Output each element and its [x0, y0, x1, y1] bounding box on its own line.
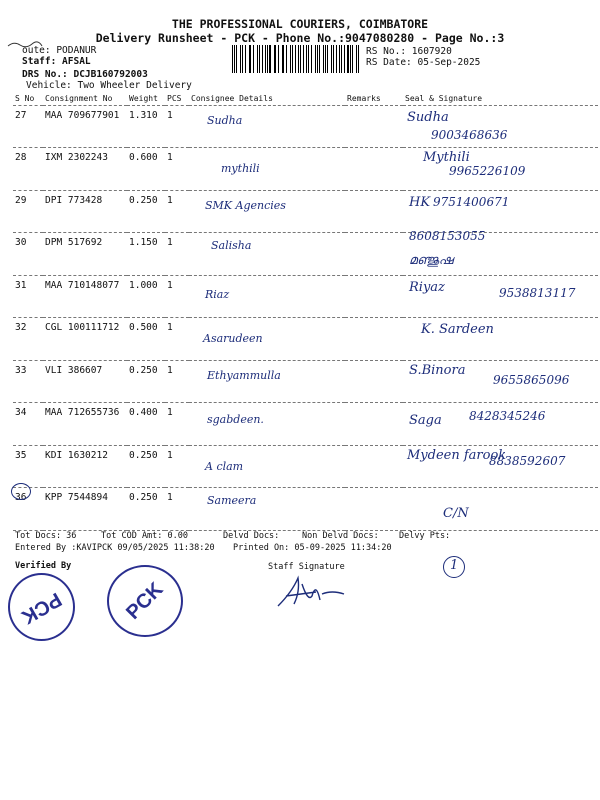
phone-handwritten: 9655865096	[493, 372, 570, 387]
signature-handwritten: Mydeen farook	[407, 447, 507, 463]
staff-signature-scrawl	[272, 572, 352, 612]
signature-handwritten: S.Binora	[409, 362, 466, 378]
barcode-bar	[265, 45, 266, 73]
row-consignment-no: DPM 517692	[43, 233, 127, 276]
row-remarks	[345, 148, 403, 191]
row-pcs: 1	[165, 403, 189, 446]
row-seal-signature	[403, 445, 598, 488]
row-sno: 33	[13, 360, 43, 403]
barcode-bar	[283, 45, 284, 73]
barcode-bar	[319, 45, 320, 73]
row-consignee-details	[189, 445, 345, 488]
row-seal-signature	[403, 403, 598, 446]
barcode	[232, 45, 360, 73]
phone-handwritten: 8428345246	[469, 409, 546, 423]
delivered-docs: Delvd Docs:	[223, 531, 280, 541]
barcode-bar	[232, 45, 233, 73]
barcode-bar	[290, 45, 291, 73]
barcode-bar	[315, 45, 316, 73]
row-remarks	[345, 105, 403, 148]
barcode-bar	[341, 45, 342, 73]
row-sno: 27	[13, 105, 43, 148]
row-sno: 36	[13, 488, 43, 531]
barcode-bar	[269, 45, 270, 73]
signature-handwritten: C/N	[443, 506, 469, 521]
row-pcs: 1	[165, 488, 189, 531]
row-seal-signature	[403, 275, 598, 318]
row-pcs: 1	[165, 318, 189, 361]
col-remarks: Remarks	[345, 93, 403, 105]
row-consignee-details	[189, 318, 345, 361]
row-consignment-no: IXM 2302243	[43, 148, 127, 191]
signature-handwritten: Riyaz	[409, 279, 445, 295]
barcode-bar	[245, 45, 246, 73]
row-weight: 1.000	[127, 275, 165, 318]
verified-by-label: Verified By	[15, 561, 72, 571]
table-row	[13, 148, 598, 191]
table-row	[13, 403, 598, 446]
consignee-handwritten: A clam	[205, 459, 244, 473]
row-weight: 0.250	[127, 360, 165, 403]
col-seal: Seal & Signature	[403, 93, 598, 105]
row-seal-signature	[403, 190, 598, 233]
row-pcs: 1	[165, 148, 189, 191]
row-weight: 1.150	[127, 233, 165, 276]
col-weight: Weight	[127, 93, 165, 105]
phone-handwritten: 9538813117	[499, 285, 576, 300]
row-seal-signature	[403, 318, 598, 361]
row-seal-signature	[403, 360, 598, 403]
runsheet-subtitle: Delivery Runsheet - PCK - Phone No.:9047080280 - Page No.:3	[95, 31, 505, 45]
table-row	[13, 360, 598, 403]
signature-handwritten: HK	[409, 194, 431, 210]
phone-handwritten: 9751400671	[433, 194, 510, 209]
signature-handwritten: Saga	[409, 413, 442, 428]
row-consignment-no: VLI 386607	[43, 360, 127, 403]
table-row	[13, 445, 598, 488]
col-consignment: Consignment No	[43, 93, 127, 105]
col-pcs: PCS	[165, 93, 189, 105]
row-36-circle-mark	[11, 483, 31, 500]
col-sno: S No	[13, 93, 43, 105]
barcode-bar	[333, 45, 334, 73]
row-consignee-details	[189, 233, 345, 276]
rs-date: RS Date: 05-Sep-2025	[366, 57, 481, 68]
consignee-handwritten: Asarudeen	[203, 332, 263, 345]
table-row	[13, 105, 598, 148]
barcode-bar	[292, 45, 293, 73]
barcode-bar	[356, 45, 357, 73]
table-row	[13, 488, 598, 531]
row-sno: 29	[13, 190, 43, 233]
row-sno: 30	[13, 233, 43, 276]
row-weight: 0.600	[127, 148, 165, 191]
stamp-text: PCK	[17, 587, 66, 628]
row-pcs: 1	[165, 445, 189, 488]
stamp-text: PCK	[121, 577, 168, 624]
row-weight: 0.500	[127, 318, 165, 361]
signature-handwritten: K. Sardeen	[421, 322, 494, 337]
row-weight: 0.250	[127, 190, 165, 233]
consignee-handwritten: Riaz	[205, 287, 230, 301]
drs-number: DRS No.: DCJB160792003	[22, 69, 148, 80]
rs-number: RS No.: 1607920	[366, 46, 452, 57]
row-consignee-details	[189, 105, 345, 148]
barcode-bar	[257, 45, 258, 73]
phone-handwritten: 8608153055	[409, 229, 486, 243]
row-sno: 28	[13, 148, 43, 191]
row-consignee-details	[189, 275, 345, 318]
phone-handwritten: 8838592607	[489, 453, 566, 468]
table-row	[13, 318, 598, 361]
row-remarks	[345, 360, 403, 403]
company-title: THE PROFESSIONAL COURIERS, COIMBATORE	[171, 17, 429, 31]
barcode-bar	[240, 45, 241, 73]
barcode-bar	[308, 45, 309, 73]
row-seal-signature	[403, 488, 598, 531]
row-consignment-no: KDI 1630212	[43, 445, 127, 488]
total-docs: Tot Docs: 36	[15, 531, 77, 541]
row-consignment-no: DPI 773428	[43, 190, 127, 233]
table-row	[13, 233, 598, 276]
pck-stamp-left	[8, 573, 75, 641]
row-seal-signature	[403, 105, 598, 148]
row-weight: 0.250	[127, 445, 165, 488]
vehicle-label: Vehicle: Two Wheeler Delivery	[26, 80, 192, 91]
barcode-bar	[300, 45, 301, 73]
row-pcs: 1	[165, 360, 189, 403]
staff-label: Staff: AFSAL	[22, 56, 91, 67]
row-weight: 1.310	[127, 105, 165, 148]
row-sno: 34	[13, 403, 43, 446]
row-consignee-details	[189, 488, 345, 531]
row-pcs: 1	[165, 105, 189, 148]
signature-handwritten: Sudha	[407, 109, 449, 125]
row-consignment-no: KPP 7544894	[43, 488, 127, 531]
row-remarks	[345, 275, 403, 318]
row-consignment-no: MAA 712655736	[43, 403, 127, 446]
row-pcs: 1	[165, 233, 189, 276]
delivery-points: Delvy Pts:	[399, 531, 451, 541]
row-weight: 0.400	[127, 403, 165, 446]
total-cod-amount: Tot COD Amt: 0.00	[101, 531, 188, 541]
table-row	[13, 275, 598, 318]
row-consignment-no: MAA 709677901	[43, 105, 127, 148]
signature-handwritten: Mythili	[423, 150, 470, 165]
row-consignee-details	[189, 360, 345, 403]
consignee-handwritten: Sameera	[207, 494, 257, 507]
row-remarks	[345, 318, 403, 361]
row-pcs: 1	[165, 275, 189, 318]
row-consignee-details	[189, 403, 345, 446]
row-consignee-details	[189, 148, 345, 191]
barcode-bar	[275, 45, 276, 73]
row-sno: 32	[13, 318, 43, 361]
table-row	[13, 190, 598, 233]
non-delivered-docs: Non Delvd Docs:	[302, 531, 379, 541]
row-pcs: 1	[165, 190, 189, 233]
row-remarks	[345, 445, 403, 488]
consignee-handwritten: mythili	[221, 162, 260, 175]
staff-signature-label: Staff Signature	[268, 562, 345, 572]
row-seal-signature	[403, 229, 598, 276]
consignment-table	[13, 93, 598, 531]
printed-on: Printed On: 05-09-2025 11:34:20	[233, 543, 392, 553]
barcode-bar	[347, 45, 348, 73]
table-header-row	[13, 93, 598, 105]
row-consignment-no: MAA 710148077	[43, 275, 127, 318]
barcode-bar	[253, 45, 254, 73]
barcode-bar	[327, 45, 328, 73]
consignee-handwritten: Salisha	[211, 239, 252, 252]
delivery-points-handwritten: 1	[450, 558, 459, 573]
row-seal-signature	[403, 148, 598, 191]
row-weight: 0.250	[127, 488, 165, 531]
route-label: oute: PODANUR	[22, 45, 97, 56]
consignee-handwritten: sgabdeen.	[207, 413, 264, 426]
pck-stamp-right	[107, 565, 183, 637]
row-remarks	[345, 488, 403, 531]
col-consignee: Consignee Details	[189, 93, 345, 105]
row-consignee-details	[189, 190, 345, 233]
phone-handwritten: 9003468636	[431, 127, 508, 142]
row-remarks	[345, 403, 403, 446]
consignee-handwritten: Ethyammulla	[207, 368, 281, 382]
row-remarks	[345, 190, 403, 233]
phone-handwritten: 9965226109	[449, 164, 526, 178]
row-consignment-no: CGL 100111712	[43, 318, 127, 361]
row-remarks	[345, 233, 403, 276]
signature-handwritten: മഞ്ജുഷ	[409, 253, 454, 268]
entered-by: Entered By :KAVIPCK 09/05/2025 11:38:20	[15, 543, 215, 553]
consignee-handwritten: SMK Agencies	[205, 198, 286, 212]
consignee-handwritten: Sudha	[207, 113, 243, 127]
row-sno: 35	[13, 445, 43, 488]
row-sno: 31	[13, 275, 43, 318]
